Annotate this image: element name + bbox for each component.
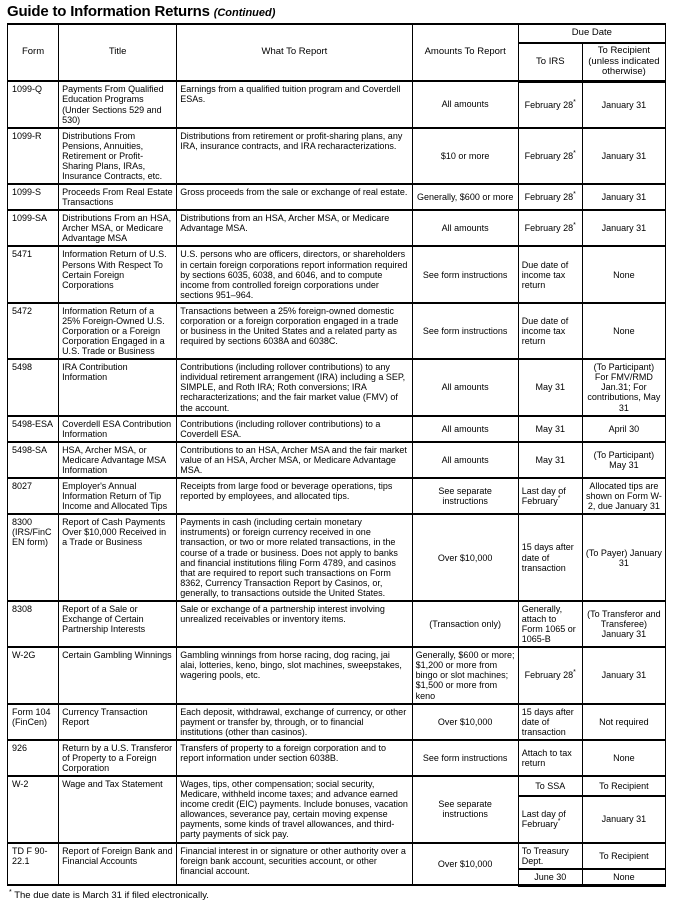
amounts-cell: Over $10,000 <box>412 843 518 886</box>
table-row <box>8 128 666 184</box>
amounts-cell: Over $10,000 <box>412 514 518 601</box>
due-irs-cell: February 28* <box>518 128 582 184</box>
page-title-continued: (Continued) <box>213 7 276 19</box>
table-row <box>8 359 666 415</box>
title-cell: Employer's Annual Information Return of Tip Income and Allocated Tips <box>59 478 177 514</box>
table-row <box>8 210 666 246</box>
what-cell: Payments in cash (including certain monetary instruments) or foreign currency received in one transaction, or two or more related transactions, in the course of a trade or business. Does not apply to banks and financial institutions filing Form 4789, and casinos that are required to report such transactions on Form 8362, Currency Transaction Report by Casinos, or, generally, to transactions outside the United States. <box>177 514 412 601</box>
what-cell: Transactions between a 25% foreign-owned domestic corporation or a foreign corporation engaged in a trade or business in the United States and a related party as required by sections 6038A and 6038C. <box>177 303 412 359</box>
table-row <box>8 478 666 514</box>
col-header-form: Form <box>8 24 59 81</box>
due-recipient-subheader-cell: To Recipient <box>582 843 665 869</box>
table-row <box>8 184 666 210</box>
form-cell: 8027 <box>8 478 59 514</box>
form-cell: 926 <box>8 740 59 776</box>
col-header-title: Title <box>59 24 177 81</box>
what-cell: U.S. persons who are officers, directors, or shareholders in certain foreign corporations report information required by sections 6035, 6038, and 6046, and to compute income from controlled foreign corporations under sections 951–964. <box>177 246 412 302</box>
title-cell: Coverdell ESA Contribution Information <box>59 416 177 442</box>
form-cell: 1099-S <box>8 184 59 210</box>
due-irs-cell: February 28* <box>518 81 582 127</box>
due-irs-subheader-cell: To SSA <box>518 776 582 796</box>
due-recipient-cell: None <box>582 740 665 776</box>
what-cell: Distributions from an HSA, Archer MSA, or Medicare Advantage MSA. <box>177 210 412 246</box>
amounts-cell: See form instructions <box>412 246 518 302</box>
what-cell: Contributions (including rollover contributions) to a Coverdell ESA. <box>177 416 412 442</box>
title-cell: HSA, Archer MSA, or Medicare Advantage MSA Information <box>59 442 177 478</box>
due-irs-subheader-cell: To Treasury Dept. <box>518 843 582 869</box>
col-header-to-recipient: To Recipient (unless indicated otherwise) <box>582 43 665 81</box>
amounts-cell: All amounts <box>412 210 518 246</box>
what-cell: Earnings from a qualified tuition program and Coverdell ESAs. <box>177 81 412 127</box>
table-row <box>8 303 666 359</box>
due-irs-cell: Due date of income tax return <box>518 303 582 359</box>
form-cell: 5498-ESA <box>8 416 59 442</box>
header-row-top <box>8 24 666 43</box>
due-recipient-cell: Not required <box>582 704 665 740</box>
amounts-cell: All amounts <box>412 359 518 415</box>
title-cell: Report of Foreign Bank and Financial Accounts <box>59 843 177 886</box>
what-cell: Contributions to an HSA, Archer MSA and the fair market value of an HSA, Archer MSA, or Medicare Advantage MSA. <box>177 442 412 478</box>
table-row <box>8 514 666 601</box>
table-row <box>8 601 666 647</box>
due-irs-cell: Last day of February* <box>518 796 582 842</box>
what-cell: Contributions (including rollover contributions) to any individual retirement arrangement (IRA) including a SEP, SIMPLE, and Roth IRA; Roth conversions; IRA recharacterizations; and the fair market value (FMV) of the account. <box>177 359 412 415</box>
amounts-cell: (Transaction only) <box>412 601 518 647</box>
title-cell: Information Return of U.S. Persons With Respect To Certain Foreign Corporations <box>59 246 177 302</box>
due-recipient-cell: (To Participant) For FMV/RMD Jan.31; For contributions, May 31 <box>582 359 665 415</box>
what-cell: Gambling winnings from horse racing, dog racing, jai alai, lotteries, keno, bingo, slot machines, sweepstakes, wagering pools, etc. <box>177 647 412 703</box>
col-header-amounts: Amounts To Report <box>412 24 518 81</box>
due-recipient-cell: (To Payer) January 31 <box>582 514 665 601</box>
due-recipient-cell: Allocated tips are shown on Form W-2, due January 31 <box>582 478 665 514</box>
table-row <box>8 740 666 776</box>
page-title <box>7 3 673 20</box>
form-cell: 1099-R <box>8 128 59 184</box>
amounts-cell: Generally, $600 or more <box>412 184 518 210</box>
form-cell: 8308 <box>8 601 59 647</box>
due-irs-cell: Due date of income tax return <box>518 246 582 302</box>
what-cell: Transfers of property to a foreign corporation and to report information under section 6038B. <box>177 740 412 776</box>
due-recipient-cell: None <box>582 303 665 359</box>
amounts-cell: All amounts <box>412 442 518 478</box>
amounts-cell: See form instructions <box>412 303 518 359</box>
title-cell: Information Return of a 25% Foreign-Owned U.S. Corporation or a Foreign Corporation Engaged in a U.S. Trade or Business <box>59 303 177 359</box>
due-recipient-cell: None <box>582 869 665 886</box>
table-row <box>8 81 666 127</box>
due-recipient-cell: January 31 <box>582 81 665 127</box>
due-recipient-cell: April 30 <box>582 416 665 442</box>
due-irs-cell: 15 days after date of transaction <box>518 514 582 601</box>
form-cell: 5471 <box>8 246 59 302</box>
due-irs-cell: Last day of February* <box>518 478 582 514</box>
form-cell: W-2 <box>8 776 59 842</box>
title-cell: Distributions From Pensions, Annuities, Retirement or Profit-Sharing Plans, IRAs, Insurance Contracts, etc. <box>59 128 177 184</box>
table-row <box>8 442 666 478</box>
due-irs-cell: February 28* <box>518 647 582 703</box>
due-irs-cell: Generally, attach to Form 1065 or 1065-B <box>518 601 582 647</box>
amounts-cell: All amounts <box>412 416 518 442</box>
due-irs-cell: February 28* <box>518 210 582 246</box>
what-cell: Financial interest in or signature or other authority over a foreign bank account, securities account, or other financial account. <box>177 843 412 886</box>
title-cell: Wage and Tax Statement <box>59 776 177 842</box>
footnote: * The due date is March 31 if filed electronically. <box>9 888 209 901</box>
form-cell: 1099-SA <box>8 210 59 246</box>
due-irs-cell: May 31 <box>518 442 582 478</box>
title-cell: Payments From Qualified Education Programs (Under Sections 529 and 530) <box>59 81 177 127</box>
amounts-cell: See separate instructions <box>412 478 518 514</box>
amounts-cell: See separate instructions <box>412 776 518 842</box>
form-cell: 5498 <box>8 359 59 415</box>
form-cell: 8300 (IRS/FinCEN form) <box>8 514 59 601</box>
due-recipient-cell: None <box>582 246 665 302</box>
table-row <box>8 776 666 796</box>
col-header-due-date: Due Date <box>518 24 665 43</box>
form-cell: W-2G <box>8 647 59 703</box>
what-cell: Gross proceeds from the sale or exchange of real estate. <box>177 184 412 210</box>
amounts-cell: Generally, $600 or more; $1,200 or more from bingo or slot machines; $1,500 or more from keno <box>412 647 518 703</box>
title-cell: Currency Transaction Report <box>59 704 177 740</box>
due-recipient-cell: January 31 <box>582 796 665 842</box>
form-cell: 5498-SA <box>8 442 59 478</box>
due-recipient-cell: January 31 <box>582 184 665 210</box>
title-cell: Return by a U.S. Transferor of Property to a Foreign Corporation <box>59 740 177 776</box>
form-cell: Form 104 (FinCen) <box>8 704 59 740</box>
due-irs-cell: 15 days after date of transaction <box>518 704 582 740</box>
table-header <box>8 24 666 81</box>
title-cell: Report of a Sale or Exchange of Certain Partnership Interests <box>59 601 177 647</box>
what-cell: Distributions from retirement or profit-sharing plans, any IRA, insurance contracts, and IRA recharacterizations. <box>177 128 412 184</box>
amounts-cell: Over $10,000 <box>412 704 518 740</box>
information-returns-table <box>7 23 666 887</box>
page-title-text: Guide to Information Returns <box>7 3 210 20</box>
table-row <box>8 416 666 442</box>
amounts-cell: $10 or more <box>412 128 518 184</box>
form-cell: TD F 90-22.1 <box>8 843 59 886</box>
due-recipient-cell: January 31 <box>582 647 665 703</box>
due-recipient-cell: (To Participant) May 31 <box>582 442 665 478</box>
due-recipient-cell: January 31 <box>582 210 665 246</box>
amounts-cell: All amounts <box>412 81 518 127</box>
due-recipient-cell: January 31 <box>582 128 665 184</box>
title-cell: Certain Gambling Winnings <box>59 647 177 703</box>
due-recipient-cell: (To Transferor and Transferee) January 31 <box>582 601 665 647</box>
title-cell: IRA Contribution Information <box>59 359 177 415</box>
title-cell: Report of Cash Payments Over $10,000 Received in a Trade or Business <box>59 514 177 601</box>
form-cell: 5472 <box>8 303 59 359</box>
table-row <box>8 843 666 869</box>
amounts-cell: See form instructions <box>412 740 518 776</box>
due-recipient-subheader-cell: To Recipient <box>582 776 665 796</box>
due-irs-cell: February 28* <box>518 184 582 210</box>
what-cell: Receipts from large food or beverage operations, tips reported by employees, and allocated tips. <box>177 478 412 514</box>
title-cell: Distributions From an HSA, Archer MSA, or Medicare Advantage MSA <box>59 210 177 246</box>
due-irs-cell: May 31 <box>518 416 582 442</box>
what-cell: Each deposit, withdrawal, exchange of currency, or other payment or transfer by, through, or to financial institutions (other than casinos). <box>177 704 412 740</box>
table-row <box>8 647 666 703</box>
form-cell: 1099-Q <box>8 81 59 127</box>
due-irs-cell: May 31 <box>518 359 582 415</box>
col-header-to-irs: To IRS <box>518 43 582 81</box>
table-row <box>8 704 666 740</box>
what-cell: Sale or exchange of a partnership interest involving unrealized receivables or inventory items. <box>177 601 412 647</box>
due-irs-cell: June 30 <box>518 869 582 886</box>
title-cell: Proceeds From Real Estate Transactions <box>59 184 177 210</box>
due-irs-cell: Attach to tax return <box>518 740 582 776</box>
what-cell: Wages, tips, other compensation; social security, Medicare, withheld income taxes; and advance earned income credit (EIC) payments. Include bonuses, vacation allowances, severance pay, certain moving expense payments, some kinds of travel allowances, and third-party payments of sick pay. <box>177 776 412 842</box>
col-header-what: What To Report <box>177 24 412 81</box>
table-row <box>8 246 666 302</box>
